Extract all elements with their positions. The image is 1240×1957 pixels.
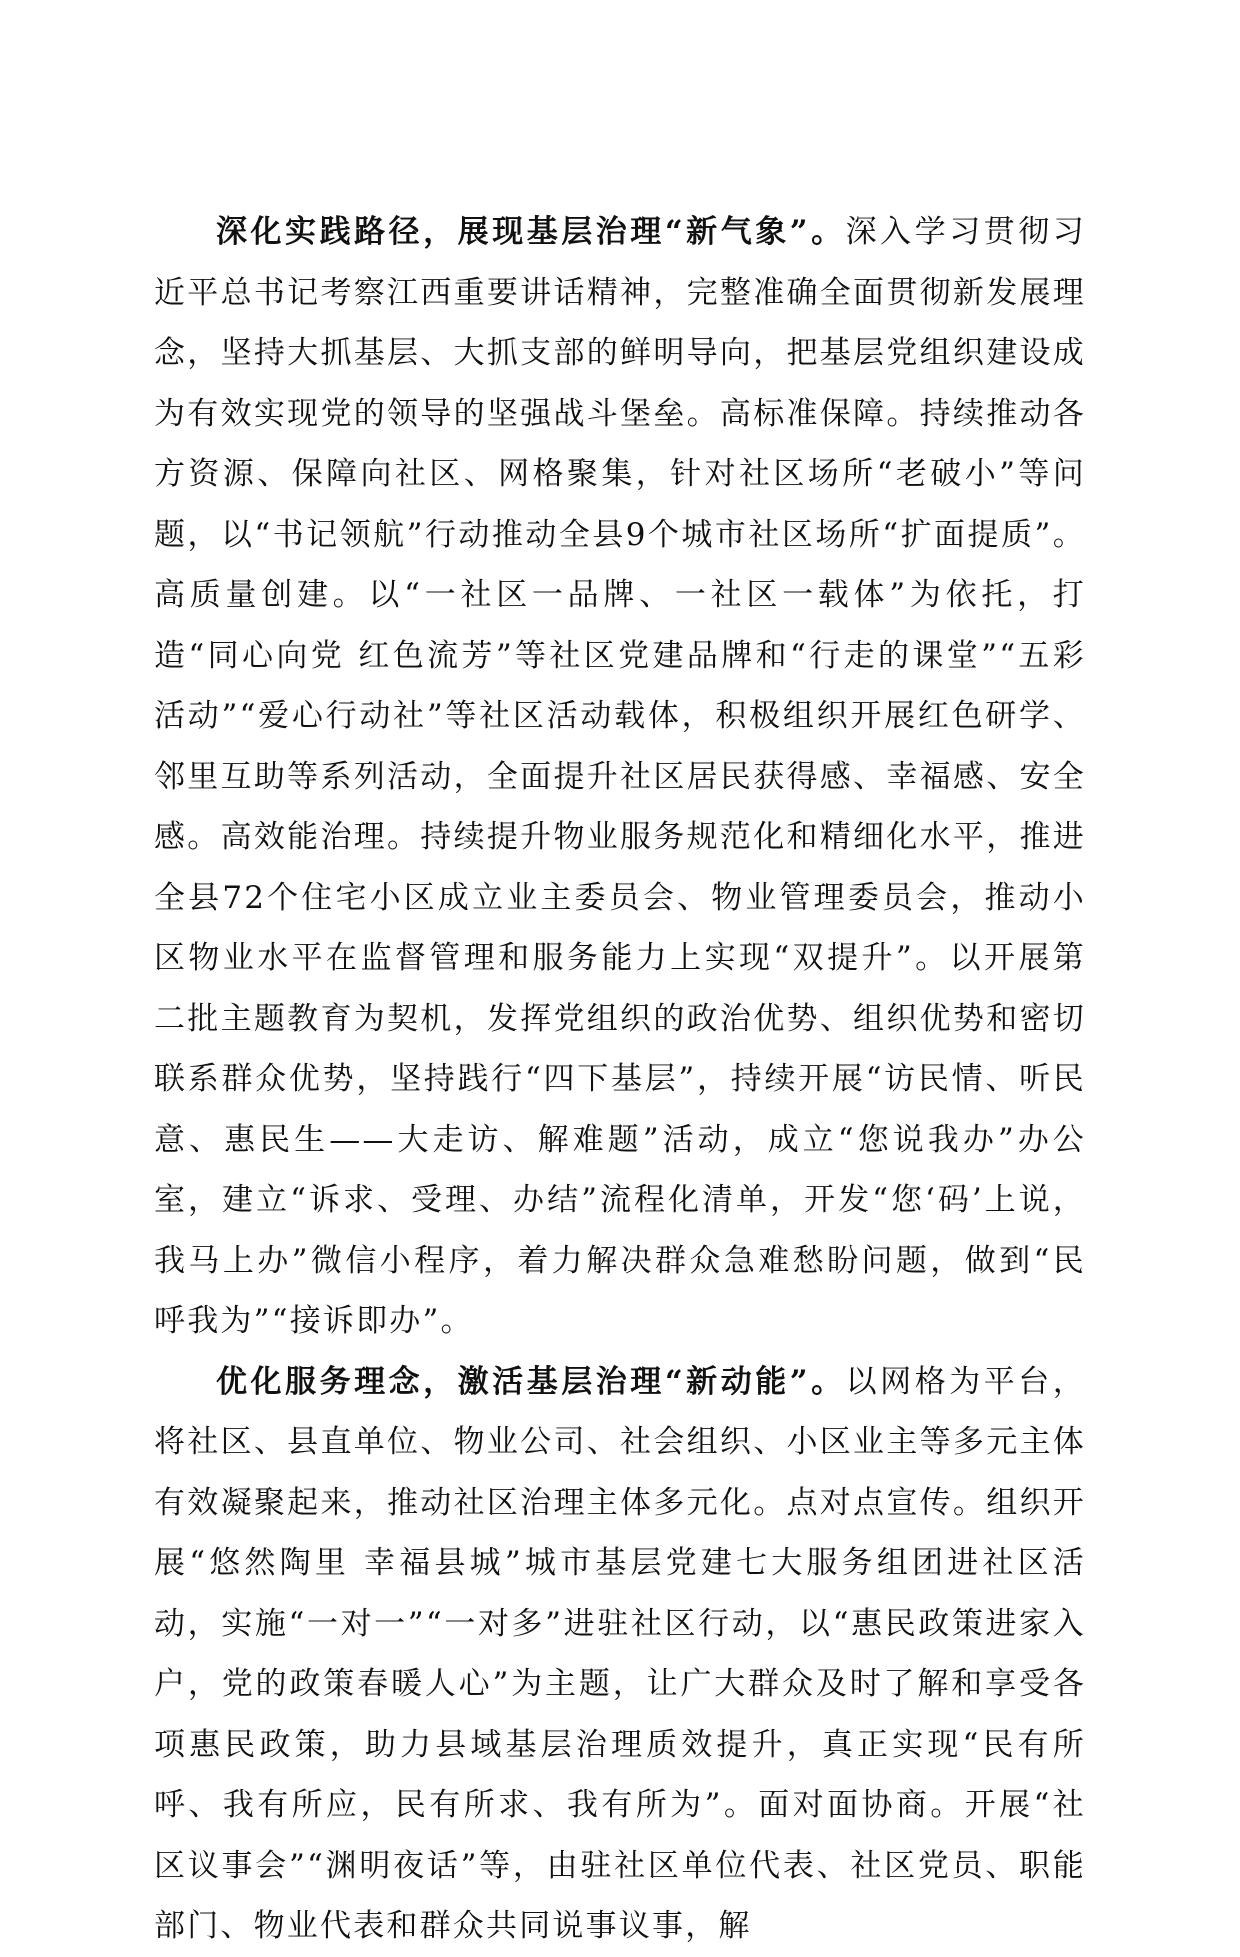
paragraph-heading: 优化服务理念，激活基层治理“新动能”。: [216, 1363, 846, 1400]
document-page: [154, 202, 1086, 1957]
paragraph-body: 深入学习贯彻习近平总书记考察江西重要讲话精神，完整准确全面贯彻新发展理念，坚持大抓基层、大抓支部的鲜明导向，把基层党组织建设成为有效实现党的领导的坚强战斗堡垒。高标准保障。持续推动各方资源、保障向社区、网格聚集，针对社区场所“老破小”等问题，以“书记领航”行动推动全县9个城市社区场所“扩面提质”。高质量创建。以“一社区一品牌、一社区一载体”为依托，打造“同心向党 红色流芳”等社区党建品牌和“行走的课堂”“五彩活动”“爱心行动社”等社区活动载体，积极组织开展红色研学、邻里互助等系列活动，全面提升社区居民获得感、幸福感、安全感。高效能治理。持续提升物业服务规范化和精细化水平，推进全县72个住宅小区成立业主委员会、物业管理委员会，推动小区物业水平在监督管理和服务能力上实现“双提升”。以开展第二批主题教育为契机，发挥党组织的政治优势、组织优势和密切联系群众优势，坚持践行“四下基层”，持续开展“访民情、听民意、惠民生——大走访、解难题”活动，成立“您说我办”办公室，建立“诉求、受理、办结”流程化清单，开发“您‘码’上说，我马上办”微信小程序，着力解决群众急难愁盼问题，做到“民呼我为”“接诉即办”。: [154, 214, 1086, 1339]
paragraph-practice-path: [154, 202, 1086, 1352]
paragraph-service-concept: [154, 1352, 1086, 1957]
paragraph-body: 以网格为平台，将社区、县直单位、物业公司、社会组织、小区业主等多元主体有效凝聚起来，推动社区治理主体多元化。点对点宣传。组织开展“悠然陶里 幸福县城”城市基层党建七大服务组团进社区活动，实施“一对一”“一对多”进驻社区行动，以“惠民政策进家入户，党的政策春暖人心”为主题，让广大群众及时了解和享受各项惠民政策，助力县域基层治理质效提升，真正实现“民有所呼、我有所应，民有所求、我有所为”。面对面协商。开展“社区议事会”“渊明夜话”等，由驻社区单位代表、社区党员、职能部门、物业代表和群众共同说事议事，解: [154, 1363, 1086, 1944]
paragraph-heading: 深化实践路径，展现基层治理“新气象”。: [216, 214, 846, 250]
